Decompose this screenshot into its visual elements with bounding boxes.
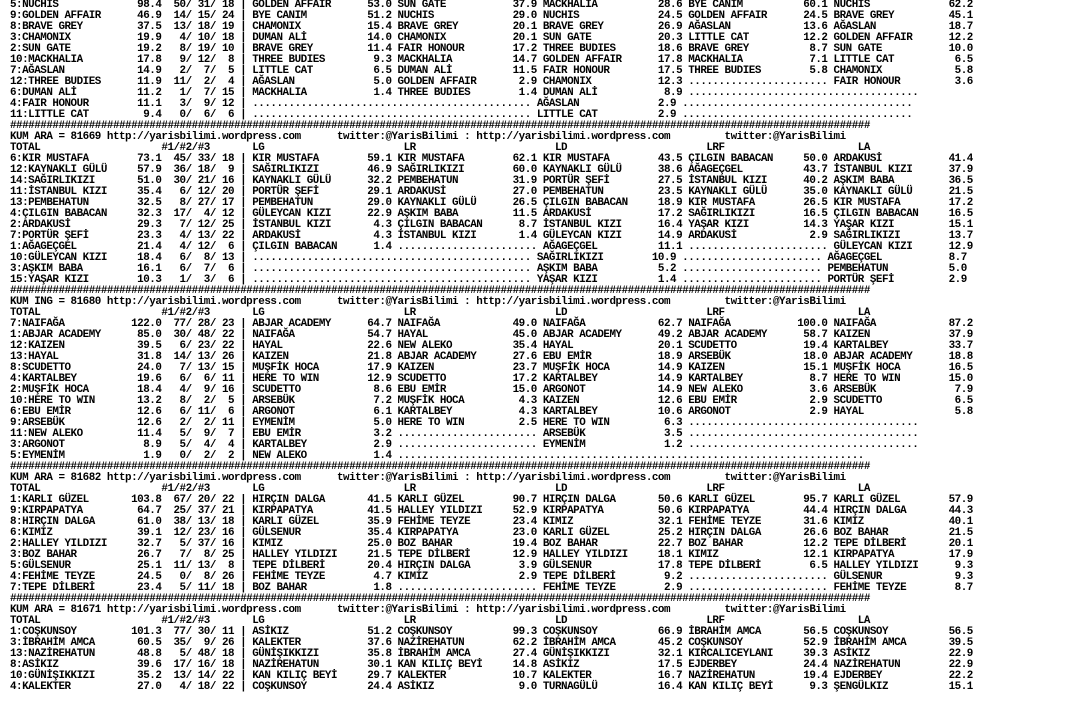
table-row: 4:KARTALBEY 19.6 6/ 6/ 11 | HERE TO WIN 12.9 SCUDETTO 17.2 KARTALBEY 14.9 KARTALBEY 8.7 HERE TO WIN 15.0 xyxy=(10,373,973,385)
table-row: 8:ASİKIZ 39.6 17/ 16/ 18 | NAZİREHATUN 30.1 KAN KILIÇ BEYİ 14.8 ASİKIZ 17.5 EJDERBEY 24.4 NAZİREHATUN 22.9 xyxy=(10,659,973,671)
table-row: 4:FAIR HONOUR 11.1 3/ 9/ 12 | .............................................. AĞASLAN 2.9 ...................................... xyxy=(10,98,913,110)
table-row: 4:FEHİME TEYZE 24.5 0/ 8/ 26 | FEHİME TEYZE 4.7 KIMIZ 2.9 TEPE DİLBERİ 9.2 ....................... GÜLSENUR 9.3 xyxy=(10,571,973,583)
table-row: 7:NAIFAĞA 122.0 77/ 28/ 23 | ABJAR ACADEMY 64.7 NAIFAĞA 49.0 NAIFAĞA 62.7 NAIFAĞA 100.0 NAIFAĞA 87.2 xyxy=(10,318,973,330)
table-row: 7:AĞASLAN 14.9 2/ 7/ 5 | LITTLE CAT 6.5 DUMAN ALİ 11.5 FAIR HONOUR 17.5 THREE BUDIES 5.8 CHAMONIX 5.8 xyxy=(10,65,973,77)
table-row: 7:PORTÜR ŞEFİ 23.3 4/ 13/ 22 | ARDAKUSİ 4.3 İSTANBUL KIZI 1.4 GÜLEYCAN KIZI 14.9 ARDAKUSİ 2.9 SAĞIRLIKIZI 13.7 xyxy=(10,230,973,242)
table-row: 11:İSTANBUL KIZI 35.4 6/ 12/ 20 | PORTÜR ŞEFİ 29.1 ARDAKUSİ 27.0 PEMBEHATUN 23.5 KAYNAKLI GÜLÜ 35.0 KAYNAKLI GÜLÜ 21.5 xyxy=(10,186,973,198)
table-row: 11:LITTLE CAT 9.4 0/ 6/ 6 | .............................................. LITTLE CAT 2.9 ...................................... xyxy=(10,109,913,121)
column-header-line: TOTAL #1/#2/#3 LG LR LD LRF LA xyxy=(10,307,870,319)
table-row: 7:TEPE DİLBERİ 23.4 5/ 11/ 18 | BOZ BAHAR 1.8 ....................... FEHİME TEYZE 2.9 ....................... FEHİME TEYZE 8.7 xyxy=(10,582,973,594)
table-row: 15:YAŞAR KIZI 10.3 1/ 3/ 6 | .............................................. YAŞAR KIZI 1.4 ....................... PORTÜR ŞEFİ 2.9 xyxy=(10,274,967,286)
column-header-line: TOTAL #1/#2/#3 LG LR LD LRF LA xyxy=(10,142,870,154)
table-row: 6:KIMIZ 39.1 12/ 23/ 16 | GÜLSENUR 35.4 KIRPAPATYA 23.0 KARLI GÜZEL 25.2 HIRÇIN DALGA 26.6 BOZ BAHAR 21.5 xyxy=(10,527,973,539)
table-row: 2:SUN GATE 19.2 8/ 19/ 10 | BRAVE GREY 11.4 FAIR HONOUR 17.2 THREE BUDIES 18.6 BRAVE GREY 8.7 SUN GATE 10.0 xyxy=(10,43,973,55)
separator-line: ############################################################################################################################################## xyxy=(10,285,870,297)
column-header-line: TOTAL #1/#2/#3 LG LR LD LRF LA xyxy=(10,615,870,627)
table-row: 9:ARSEBÜK 12.6 2/ 2/ 11 | EYMENİM 5.0 HERE TO WIN 2.5 HERE TO WIN 6.3 ...................................... xyxy=(10,417,919,429)
table-row: 3:AŞKIM BABA 16.1 6/ 7/ 6 | .............................................. AŞKIM BABA 5.2 ....................... PEMBEHATUN 5.0 xyxy=(10,263,967,275)
race-header-line: KUM ARA = 81669 http://yarisbilimi.wordpress.com twitter:@YarisBilimi : http://yarisbilimi.wordpress.com twitter:@YarisBilimi xyxy=(10,131,846,143)
table-row: 1:KARLI GÜZEL 103.8 67/ 20/ 22 | HIRÇIN DALGA 41.5 KARLI GÜZEL 90.7 HIRÇIN DALGA 50.6 KARLI GÜZEL 95.7 KARLI GÜZEL 57.9 xyxy=(10,494,973,506)
table-row: 2:ARDAKUSİ 29.3 7/ 12/ 25 | İSTANBUL KIZI 4.3 ÇILGIN BABACAN 8.7 İSTANBUL KIZI 16.4 YAŞAR KIZI 14.3 YAŞAR KIZI 15.1 xyxy=(10,219,973,231)
table-row: 12:THREE BUDIES 11.9 11/ 2/ 4 | AĞASLAN 5.0 GOLDEN AFFAIR 2.9 CHAMONIX 12.3 ....................... FAIR HONOUR 3.6 xyxy=(10,76,973,88)
table-row: 8:HIRÇIN DALGA 61.0 38/ 13/ 18 | KARLI GÜZEL 35.9 FEHİME TEYZE 23.4 KIMIZ 32.1 FEHİME TEYZE 31.6 KIMIZ 40.1 xyxy=(10,516,973,528)
table-row: 6:EBU EMİR 12.6 6/ 11/ 6 | ARGONOT 6.1 KARTALBEY 4.3 KARTALBEY 10.6 ARGONOT 2.9 HAYAL 5.8 xyxy=(10,406,973,418)
table-row: 9:GOLDEN AFFAIR 46.9 14/ 15/ 24 | BYE CANIM 51.2 NUCHIS 29.0 NUCHIS 24.5 GOLDEN AFFAIR 24.5 BRAVE GREY 45.1 xyxy=(10,10,973,22)
table-row: 10:MACKHALIA 17.8 9/ 12/ 8 | THREE BUDIES 9.3 MACKHALIA 14.7 GOLDEN AFFAIR 17.8 MACKHALIA 7.1 LITTLE CAT 6.5 xyxy=(10,54,973,66)
table-row: 11:NEW ALEKO 11.4 5/ 9/ 7 | EBU EMİR 3.2 ....................... ARSEBÜK 3.5 ...................................... xyxy=(10,428,919,440)
table-row: 6:KIR MUSTAFA 73.1 45/ 33/ 18 | KIR MUSTAFA 59.1 KIR MUSTAFA 62.1 KIR MUSTAFA 43.5 ÇILGIN BABACAN 50.0 ARDAKUSİ 41.4 xyxy=(10,153,973,165)
table-row: 3:CHAMONIX 19.9 4/ 10/ 18 | DUMAN ALİ 14.0 CHAMONIX 20.1 SUN GATE 20.3 LITTLE CAT 12.2 GOLDEN AFFAIR 12.2 xyxy=(10,32,973,44)
separator-line: ############################################################################################################################################## xyxy=(10,120,870,132)
table-row: 3:ARGONOT 8.9 5/ 4/ 4 | KARTALBEY 2.9 ....................... EYMENİM 1.2 ...................................... xyxy=(10,439,919,451)
table-row: 10:GÜNİŞIKKIZI 35.2 13/ 14/ 22 | KAN KILIÇ BEYİ 29.7 KALEKTER 10.7 KALEKTER 16.7 NAZİREHATUN 19.4 EJDERBEY 22.2 xyxy=(10,670,973,682)
table-row: 9:KIRPAPATYA 64.7 25/ 37/ 21 | KIRPAPATYA 41.5 HALLEY YILDIZI 52.9 KIRPAPATYA 50.6 KIRPAPATYA 44.4 HIRÇIN DALGA 44.3 xyxy=(10,505,973,517)
table-row: 1:COŞKUNSOY 101.3 77/ 30/ 11 | ASİKIZ 51.2 COŞKUNSOY 99.3 COŞKUNSOY 66.9 İBRAHİM AMCA 56.5 COŞKUNSOY 56.5 xyxy=(10,626,973,638)
table-row: 12:KAIZEN 39.5 6/ 23/ 22 | HAYAL 22.6 NEW ALEKO 35.4 HAYAL 20.1 SCUDETTO 19.4 KARTALBEY 33.7 xyxy=(10,340,973,352)
table-row: 13:NAZİREHATUN 48.8 5/ 48/ 18 | GÜNİŞIKKIZI 35.8 İBRAHİM AMCA 27.4 GÜNİŞIKKIZI 32.1 KIRCALICEYLANI 39.3 ASİKIZ 22.9 xyxy=(10,648,973,660)
race-header-line: KUM ARA = 81682 http://yarisbilimi.wordpress.com twitter:@YarisBilimi : http://yarisbilimi.wordpress.com twitter:@YarisBilimi xyxy=(10,472,846,484)
table-row: 10:GÜLEYCAN KIZI 18.4 6/ 8/ 13 | .............................................. SAĞIRLIKIZI 10.9 ....................... AĞAGEÇGEL 8.7 xyxy=(10,252,967,264)
table-row: 6:DUMAN ALİ 11.2 1/ 7/ 15 | MACKHALIA 1.4 THREE BUDIES 1.4 DUMAN ALİ 8.9 ...................................... xyxy=(10,87,919,99)
table-row: 8:BRAVE GREY 37.5 13/ 18/ 19 | CHAMONIX 15.4 BRAVE GREY 20.1 BRAVE GREY 26.9 AĞASLAN 13.6 AĞASLAN 18.7 xyxy=(10,21,973,33)
table-row: 3:İBRAHİM AMCA 60.5 35/ 9/ 26 | KALEKTER 37.6 NAZİREHATUN 62.2 İBRAHİM AMCA 45.2 COŞKUNSOY 52.9 İBRAHİM AMCA 39.5 xyxy=(10,637,973,649)
separator-line: ############################################################################################################################################## xyxy=(10,593,870,605)
table-row: 4:ÇILGIN BABACAN 32.3 17/ 4/ 12 | GÜLEYCAN KIZI 22.9 AŞKIM BABA 11.5 ARDAKUSİ 17.2 SAĞIRLIKIZI 16.5 ÇILGIN BABACAN 16.5 xyxy=(10,208,973,220)
table-row: 1:AĞAGEÇGEL 21.4 4/ 12/ 6 | ÇILGIN BABACAN 1.4 ....................... AĞAGEÇGEL 11.1 ....................... GÜLEYCAN KIZI 12.9 xyxy=(10,241,973,253)
table-row: 1:ABJAR ACADEMY 85.0 30/ 48/ 22 | NAIFAĞA 54.7 HAYAL 45.0 ABJAR ACADEMY 49.2 ABJAR ACADEMY 58.7 KAIZEN 37.9 xyxy=(10,329,973,341)
table-row: 13:PEMBEHATUN 32.5 8/ 27/ 17 | PEMBEHATUN 29.0 KAYNAKLI GÜLÜ 26.5 ÇILGIN BABACAN 18.9 KIR MUSTAFA 26.5 KIR MUSTAFA 17.2 xyxy=(10,197,973,209)
table-row: 12:KAYNAKLI GÜLÜ 57.9 36/ 18/ 9 | SAĞIRLIKIZI 46.9 SAĞIRLIKIZI 60.0 KAYNAKLI GÜLÜ 38.6 AĞAGEÇGEL 43.7 İSTANBUL KIZI 37.9 xyxy=(10,164,973,176)
table-row: 4:KALEKTER 27.0 4/ 18/ 22 | COŞKUNSOY 24.4 ASİKIZ 9.0 TURNAGÜLÜ 16.4 KAN KILIÇ BEYİ 9.3 ŞENGÜLKIZ 15.1 xyxy=(10,681,973,693)
race-header-line: KUM ING = 81680 http://yarisbilimi.wordpress.com twitter:@YarisBilimi : http://yarisbilimi.wordpress.com twitter:@YarisBilimi xyxy=(10,296,846,308)
table-row: 10:HERE TO WIN 13.2 8/ 2/ 5 | ARSEBÜK 7.2 MUŞFİK HOCA 4.3 KAIZEN 12.6 EBU EMİR 2.9 SCUDETTO 6.5 xyxy=(10,395,973,407)
table-row: 2:HALLEY YILDIZI 32.7 5/ 37/ 16 | KIMIZ 25.0 BOZ BAHAR 19.4 BOZ BAHAR 22.7 BOZ BAHAR 12.2 TEPE DİLBERİ 20.1 xyxy=(10,538,973,550)
race-header-line: KUM ARA = 81671 http://yarisbilimi.wordpress.com twitter:@YarisBilimi : http://yarisbilimi.wordpress.com twitter:@YarisBilimi xyxy=(10,604,846,616)
column-header-line: TOTAL #1/#2/#3 LG LR LD LRF LA xyxy=(10,483,870,495)
table-row: 5:EYMENİM 1.9 0/ 2/ 2 | NEW ALEKO 1.4 ............................................................................. xyxy=(10,450,864,462)
table-row: 14:SAĞIRLIKIZI 51.0 30/ 21/ 16 | KAYNAKLI GÜLÜ 32.2 PEMBEHATUN 31.9 PORTÜR ŞEFİ 27.5 İSTANBUL KIZI 40.2 AŞKIM BABA 36.5 xyxy=(10,175,973,187)
table-row: 8:SCUDETTO 24.0 7/ 13/ 15 | MUŞFİK HOCA 17.9 KAIZEN 23.7 MUŞFİK HOCA 14.9 KAIZEN 15.1 MUŞFİK HOCA 16.5 xyxy=(10,362,973,374)
table-row: 3:BOZ BAHAR 26.7 7/ 8/ 25 | HALLEY YILDIZI 21.5 TEPE DİLBERİ 12.9 HALLEY YILDIZI 18.1 KIMIZ 12.1 KIRPAPATYA 17.9 xyxy=(10,549,973,561)
table-row: 5:NUCHIS 98.4 50/ 31/ 18 | GOLDEN AFFAIR 53.0 SUN GATE 37.9 MACKHALIA 28.6 BYE CANIM 60.1 NUCHIS 62.2 xyxy=(10,0,973,11)
table-row: 5:GÜLSENUR 25.1 11/ 13/ 8 | TEPE DİLBERİ 20.4 HIRÇIN DALGA 3.9 GÜLSENUR 17.8 TEPE DİLBERİ 6.5 HALLEY YILDIZI 9.3 xyxy=(10,560,973,572)
table-row: 2:MUŞFİK HOCA 18.4 4/ 9/ 16 | SCUDETTO 8.6 EBU EMİR 15.0 ARGONOT 14.9 NEW ALEKO 3.6 ARSEBÜK 7.9 xyxy=(10,384,973,396)
separator-line: ############################################################################################################################################## xyxy=(10,461,870,473)
table-row: 13:HAYAL 31.8 14/ 13/ 26 | KAIZEN 21.8 ABJAR ACADEMY 27.6 EBU EMİR 18.9 ARSEBÜK 18.0 ABJAR ACADEMY 18.8 xyxy=(10,351,973,363)
